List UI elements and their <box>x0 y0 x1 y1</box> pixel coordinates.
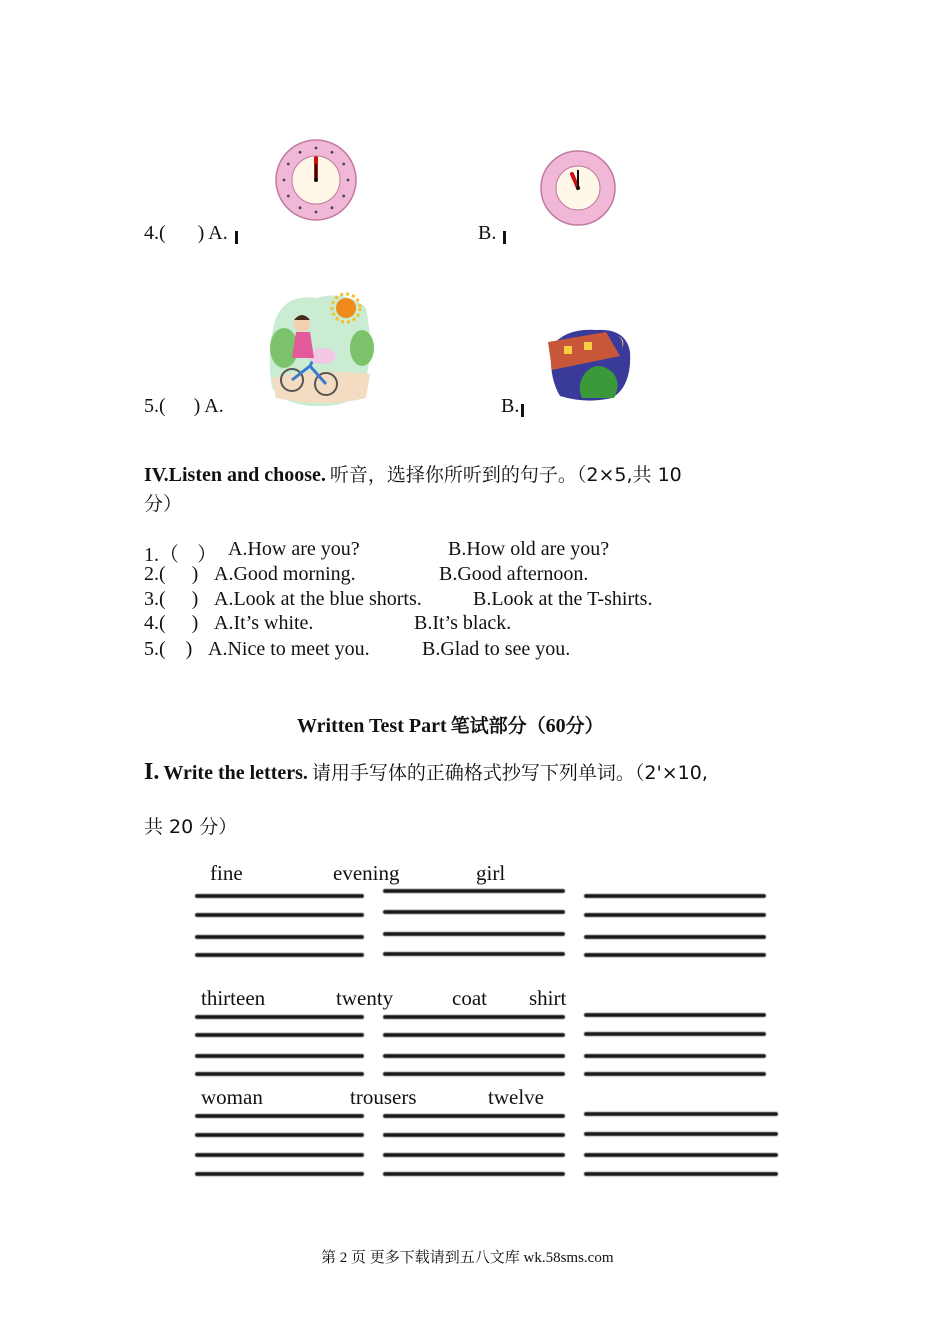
writing-line <box>584 1132 778 1136</box>
word: thirteen <box>201 986 266 1010</box>
list-item <box>144 638 192 661</box>
writing-line <box>584 1112 778 1116</box>
section1-heading-en: Write the letters. <box>163 762 308 784</box>
writing-line <box>383 1172 565 1176</box>
word: girl <box>476 861 506 885</box>
option-a: A.Good morning. <box>214 563 356 585</box>
word: shirt <box>529 986 567 1010</box>
q5-close: ) <box>193 395 201 417</box>
item-close: ) <box>191 563 199 585</box>
writing-line <box>195 935 364 939</box>
section4-heading-cn: 听音，选择你所听到的句子。（2×5,共 10 <box>329 464 682 486</box>
writing-line <box>195 1114 364 1118</box>
option-b: B.How old are you? <box>448 538 610 560</box>
q4-row <box>144 222 228 245</box>
item-number: 5.( <box>144 638 166 660</box>
clock-tick <box>315 211 318 214</box>
option-b: B.Glad to see you. <box>422 638 571 660</box>
option-b: B.Look at the T-shirts. <box>473 588 653 610</box>
clock-tick <box>342 195 345 198</box>
q5-option-b: B. <box>501 395 520 417</box>
writing-line <box>195 1054 364 1058</box>
clock-tick <box>342 163 345 166</box>
girl-cycling-day-picture <box>266 288 374 408</box>
writing-line <box>195 1072 364 1076</box>
writing-line <box>383 1033 565 1037</box>
writing-line <box>195 953 364 957</box>
word: trousers <box>350 1085 417 1109</box>
clock-ten-icon <box>539 150 617 226</box>
option-a: A.How are you? <box>228 538 360 560</box>
written-title-cn: 笔试部分（ <box>450 715 546 737</box>
clock-tick <box>283 179 286 182</box>
q4-b-marker <box>503 231 506 244</box>
writing-line <box>195 1153 364 1157</box>
item-close: ) <box>185 638 193 660</box>
q5-b-marker <box>521 404 524 417</box>
writing-line <box>584 935 766 939</box>
q4-number: 4.( <box>144 222 166 244</box>
clock-tick <box>299 151 302 154</box>
clock-twelve-icon <box>274 138 358 222</box>
q4-a-marker <box>235 231 238 244</box>
option-a: A.Look at the blue shorts. <box>214 588 422 610</box>
writing-line <box>195 1172 364 1176</box>
list-item <box>144 612 198 635</box>
section1-heading <box>144 758 708 786</box>
option-a: A.It’s white. <box>214 612 314 634</box>
writing-line <box>383 952 565 956</box>
clock-tick <box>299 206 302 209</box>
option-b: B.Good afternoon. <box>439 563 589 585</box>
word: twenty <box>336 986 394 1010</box>
clock-tick <box>287 163 290 166</box>
word: woman <box>201 1085 263 1109</box>
writing-line <box>584 1054 766 1058</box>
writing-line <box>195 1015 364 1019</box>
option-b: B.It’s black. <box>414 612 512 634</box>
q5-row <box>144 395 224 418</box>
writing-line <box>584 1153 778 1157</box>
writing-line <box>383 1133 565 1137</box>
section4-heading-en: IV.Listen and choose. <box>144 464 326 486</box>
item-close: ) <box>191 588 199 610</box>
written-title-en: Written Test Part <box>297 715 447 737</box>
writing-line <box>584 913 766 917</box>
clock-tick <box>287 195 290 198</box>
clock-tick <box>315 147 318 150</box>
word: twelve <box>488 1085 544 1109</box>
q4-close: ) <box>197 222 205 244</box>
list-item <box>144 563 198 586</box>
item-number: 4.( <box>144 612 166 634</box>
writing-line <box>584 1072 766 1076</box>
section1-roman: I. <box>144 759 160 785</box>
writing-line <box>383 889 565 893</box>
section1-heading-cn-cont: 共 20 分） <box>144 816 238 838</box>
item-close: ) <box>191 612 199 634</box>
q4-option-a: A. <box>208 222 228 244</box>
section4-heading-cn-cont: 分） <box>144 493 183 515</box>
word: evening <box>333 861 400 885</box>
writing-line <box>584 1172 778 1176</box>
word: coat <box>452 986 487 1010</box>
writing-line <box>195 1033 364 1037</box>
item-number: 2.( <box>144 563 166 585</box>
q5-option-a: A. <box>204 395 224 417</box>
writing-line <box>383 1153 565 1157</box>
writing-line <box>584 1013 766 1017</box>
q4-option-b: B. <box>478 222 497 244</box>
writing-line <box>383 1072 565 1076</box>
clock-tick <box>331 151 334 154</box>
q5-number: 5.( <box>144 395 166 417</box>
writing-line <box>383 932 565 936</box>
writing-line <box>195 894 364 898</box>
writing-line <box>195 1133 364 1137</box>
house-night-picture <box>546 326 632 402</box>
item-number: 1.（ <box>144 544 179 566</box>
option-a: A.Nice to meet you. <box>208 638 370 660</box>
writing-line <box>584 1032 766 1036</box>
section4-heading <box>144 460 682 487</box>
written-title-end: 分） <box>565 715 604 737</box>
writing-line <box>584 894 766 898</box>
writing-line <box>383 910 565 914</box>
written-title-score: 60 <box>545 715 566 737</box>
clock-tick <box>331 206 334 209</box>
writing-line <box>195 913 364 917</box>
writing-line <box>383 1114 565 1118</box>
section1-heading-cn: 请用手写体的正确格式抄写下列单词。（2'×10, <box>311 762 708 784</box>
writing-line <box>383 1054 565 1058</box>
item-number: 3.( <box>144 588 166 610</box>
item-close: ） <box>197 544 217 566</box>
word: fine <box>210 861 243 885</box>
writing-line <box>584 953 766 957</box>
written-test-title <box>297 711 604 738</box>
page-footer: 第 2 页 更多下载请到五八文库 wk.58sms.com <box>321 1250 614 1266</box>
writing-line <box>383 1015 565 1019</box>
list-item <box>144 588 198 611</box>
clock-tick <box>347 179 350 182</box>
